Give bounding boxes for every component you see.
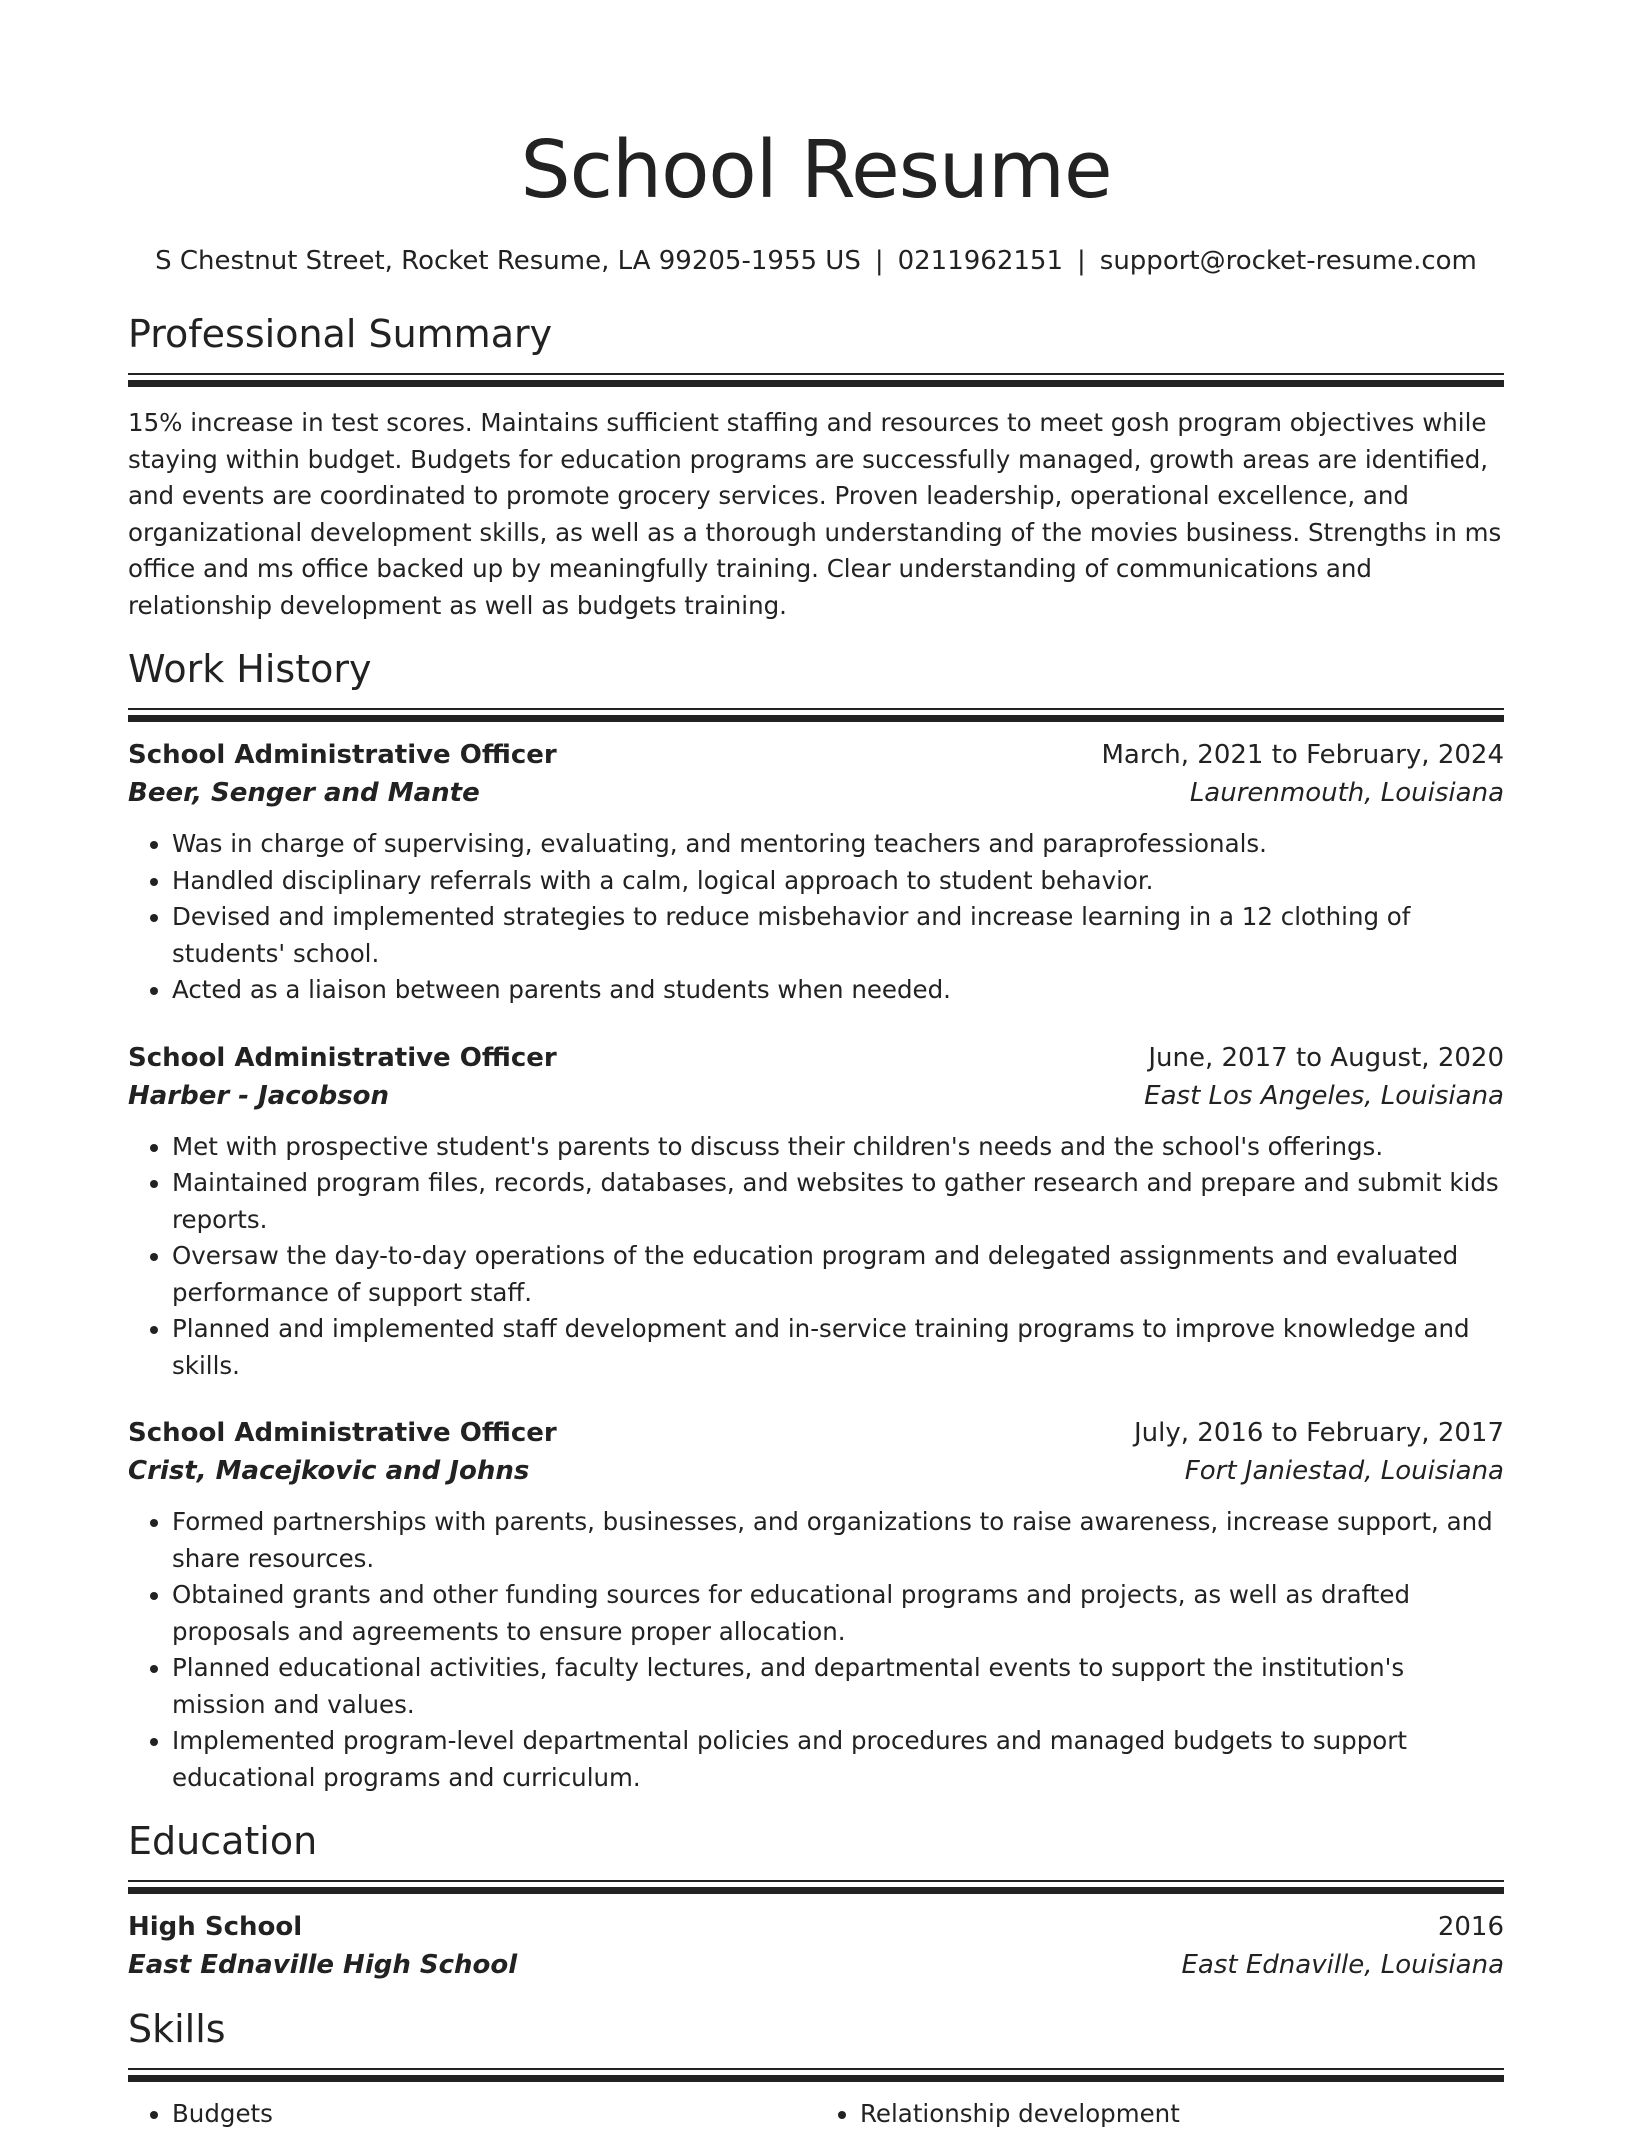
education-subheader-row — [128, 1946, 1504, 1984]
job-company: Harber - Jacobson — [128, 1080, 390, 1111]
job-location: Laurenmouth, Louisiana — [1189, 778, 1504, 808]
job-subheader-row — [128, 1452, 1504, 1490]
education-section — [128, 1816, 1504, 1984]
skill-item: • Budgets — [172, 2096, 816, 2132]
skills-column-right — [816, 2096, 1504, 2132]
job-title: School Administrative Officer — [128, 740, 557, 770]
job-subheader-row — [128, 774, 1504, 812]
section-divider — [128, 373, 1504, 387]
job-header-row — [128, 736, 1504, 774]
skills-section — [128, 2004, 1504, 2132]
section-divider — [128, 2068, 1504, 2082]
job-entry — [128, 736, 1504, 1009]
education-heading: Education — [128, 1819, 318, 1863]
job-bullet: • Handled disciplinary referrals with a calm, logical approach to student behavior. — [172, 863, 1504, 900]
job-bullet: • Formed partnerships with parents, businesses, and organizations to raise awareness, increase support, and share resources. — [172, 1504, 1504, 1577]
contact-address: S Chestnut Street, Rocket Resume, LA 99205-1955 US — [155, 246, 861, 276]
job-entry — [128, 1414, 1504, 1796]
job-bullet: • Planned educational activities, faculty lectures, and departmental events to support the institution's mission and values. — [172, 1650, 1504, 1723]
work-history-heading: Work History — [128, 647, 372, 691]
resume-name: School Resume — [520, 124, 1112, 216]
education-degree: High School — [128, 1912, 303, 1942]
job-title: School Administrative Officer — [128, 1042, 557, 1073]
summary-section — [128, 309, 1504, 624]
work-history-section — [128, 644, 1504, 1796]
education-header-row — [128, 1908, 1504, 1946]
summary-heading: Professional Summary — [128, 312, 553, 356]
contact-line — [128, 244, 1504, 278]
contact-email: support@rocket-resume.com — [1099, 246, 1477, 276]
job-dates: July, 2016 to February, 2017 — [1134, 1418, 1504, 1448]
section-divider — [128, 1880, 1504, 1894]
job-bullet: • Met with prospective student's parents to discuss their children's needs and the school's offerings. — [172, 1129, 1504, 1166]
job-bullet: • Was in charge of supervising, evaluating, and mentoring teachers and paraprofessionals. — [172, 826, 1504, 863]
contact-phone: 0211962151 — [897, 246, 1064, 276]
job-company: Beer, Senger and Mante — [128, 778, 480, 808]
job-title: School Administrative Officer — [128, 1418, 557, 1448]
education-school: East Ednaville High School — [128, 1950, 518, 1980]
job-bullet: • Oversaw the day-to-day operations of the education program and delegated assignments and evaluated performance of support staff. — [172, 1238, 1504, 1311]
skills-list — [128, 2096, 1504, 2132]
job-location: Fort Janiestad, Louisiana — [1184, 1456, 1504, 1486]
job-dates: March, 2021 to February, 2024 — [1101, 740, 1504, 770]
job-bullet: • Obtained grants and other funding sources for educational programs and projects, as well as drafted proposals and agreements to ensure proper allocation. — [172, 1577, 1504, 1650]
job-header-row — [128, 1414, 1504, 1452]
job-location: East Los Angeles, Louisiana — [1144, 1080, 1504, 1111]
job-dates: June, 2017 to August, 2020 — [1148, 1042, 1504, 1073]
job-bullet: • Planned and implemented staff development and in-service training programs to improve knowledge and skills. — [172, 1311, 1504, 1384]
job-header-row — [128, 1039, 1504, 1077]
contact-separator: | — [1077, 246, 1086, 276]
job-bullets — [128, 1129, 1504, 1385]
education-entry — [128, 1908, 1504, 1984]
job-bullet: • Devised and implemented strategies to reduce misbehavior and increase learning in a 12 clothing of students' school. — [172, 899, 1504, 972]
education-year: 2016 — [1437, 1912, 1504, 1942]
summary-text: 15% increase in test scores. Maintains sufficient staffing and resources to meet gosh program objectives while staying within budget. Budgets for education programs are successfully managed, growth areas are identified, and events are coordinated to promote grocery services. Proven leadership, operational excellence, and organizational development skills, as well as a thorough understanding of the movies business. Strengths in ms office and ms office backed up by meaningfully training. Clear understanding of communications and relationship development as well as budgets training. — [128, 408, 1502, 620]
skills-heading: Skills — [128, 2007, 226, 2051]
resume-page — [128, 0, 1504, 2132]
job-bullets — [128, 1504, 1504, 1796]
contact-separator: | — [874, 246, 884, 276]
job-bullet: • Acted as a liaison between parents and students when needed. — [172, 972, 1504, 1009]
job-company: Crist, Macejkovic and Johns — [128, 1456, 530, 1486]
job-bullets — [128, 826, 1504, 1009]
skill-item: • Relationship development — [860, 2096, 1504, 2132]
job-bullet: • Implemented program-level departmental policies and procedures and managed budgets to support educational programs and curriculum. — [172, 1723, 1504, 1796]
section-divider — [128, 708, 1504, 722]
skills-column-left — [128, 2096, 816, 2132]
education-location: East Ednaville, Louisiana — [1181, 1950, 1504, 1980]
job-entry — [128, 1039, 1504, 1385]
job-bullet: • Maintained program files, records, databases, and websites to gather research and prepare and submit kids reports. — [172, 1165, 1504, 1238]
job-subheader-row — [128, 1077, 1504, 1115]
